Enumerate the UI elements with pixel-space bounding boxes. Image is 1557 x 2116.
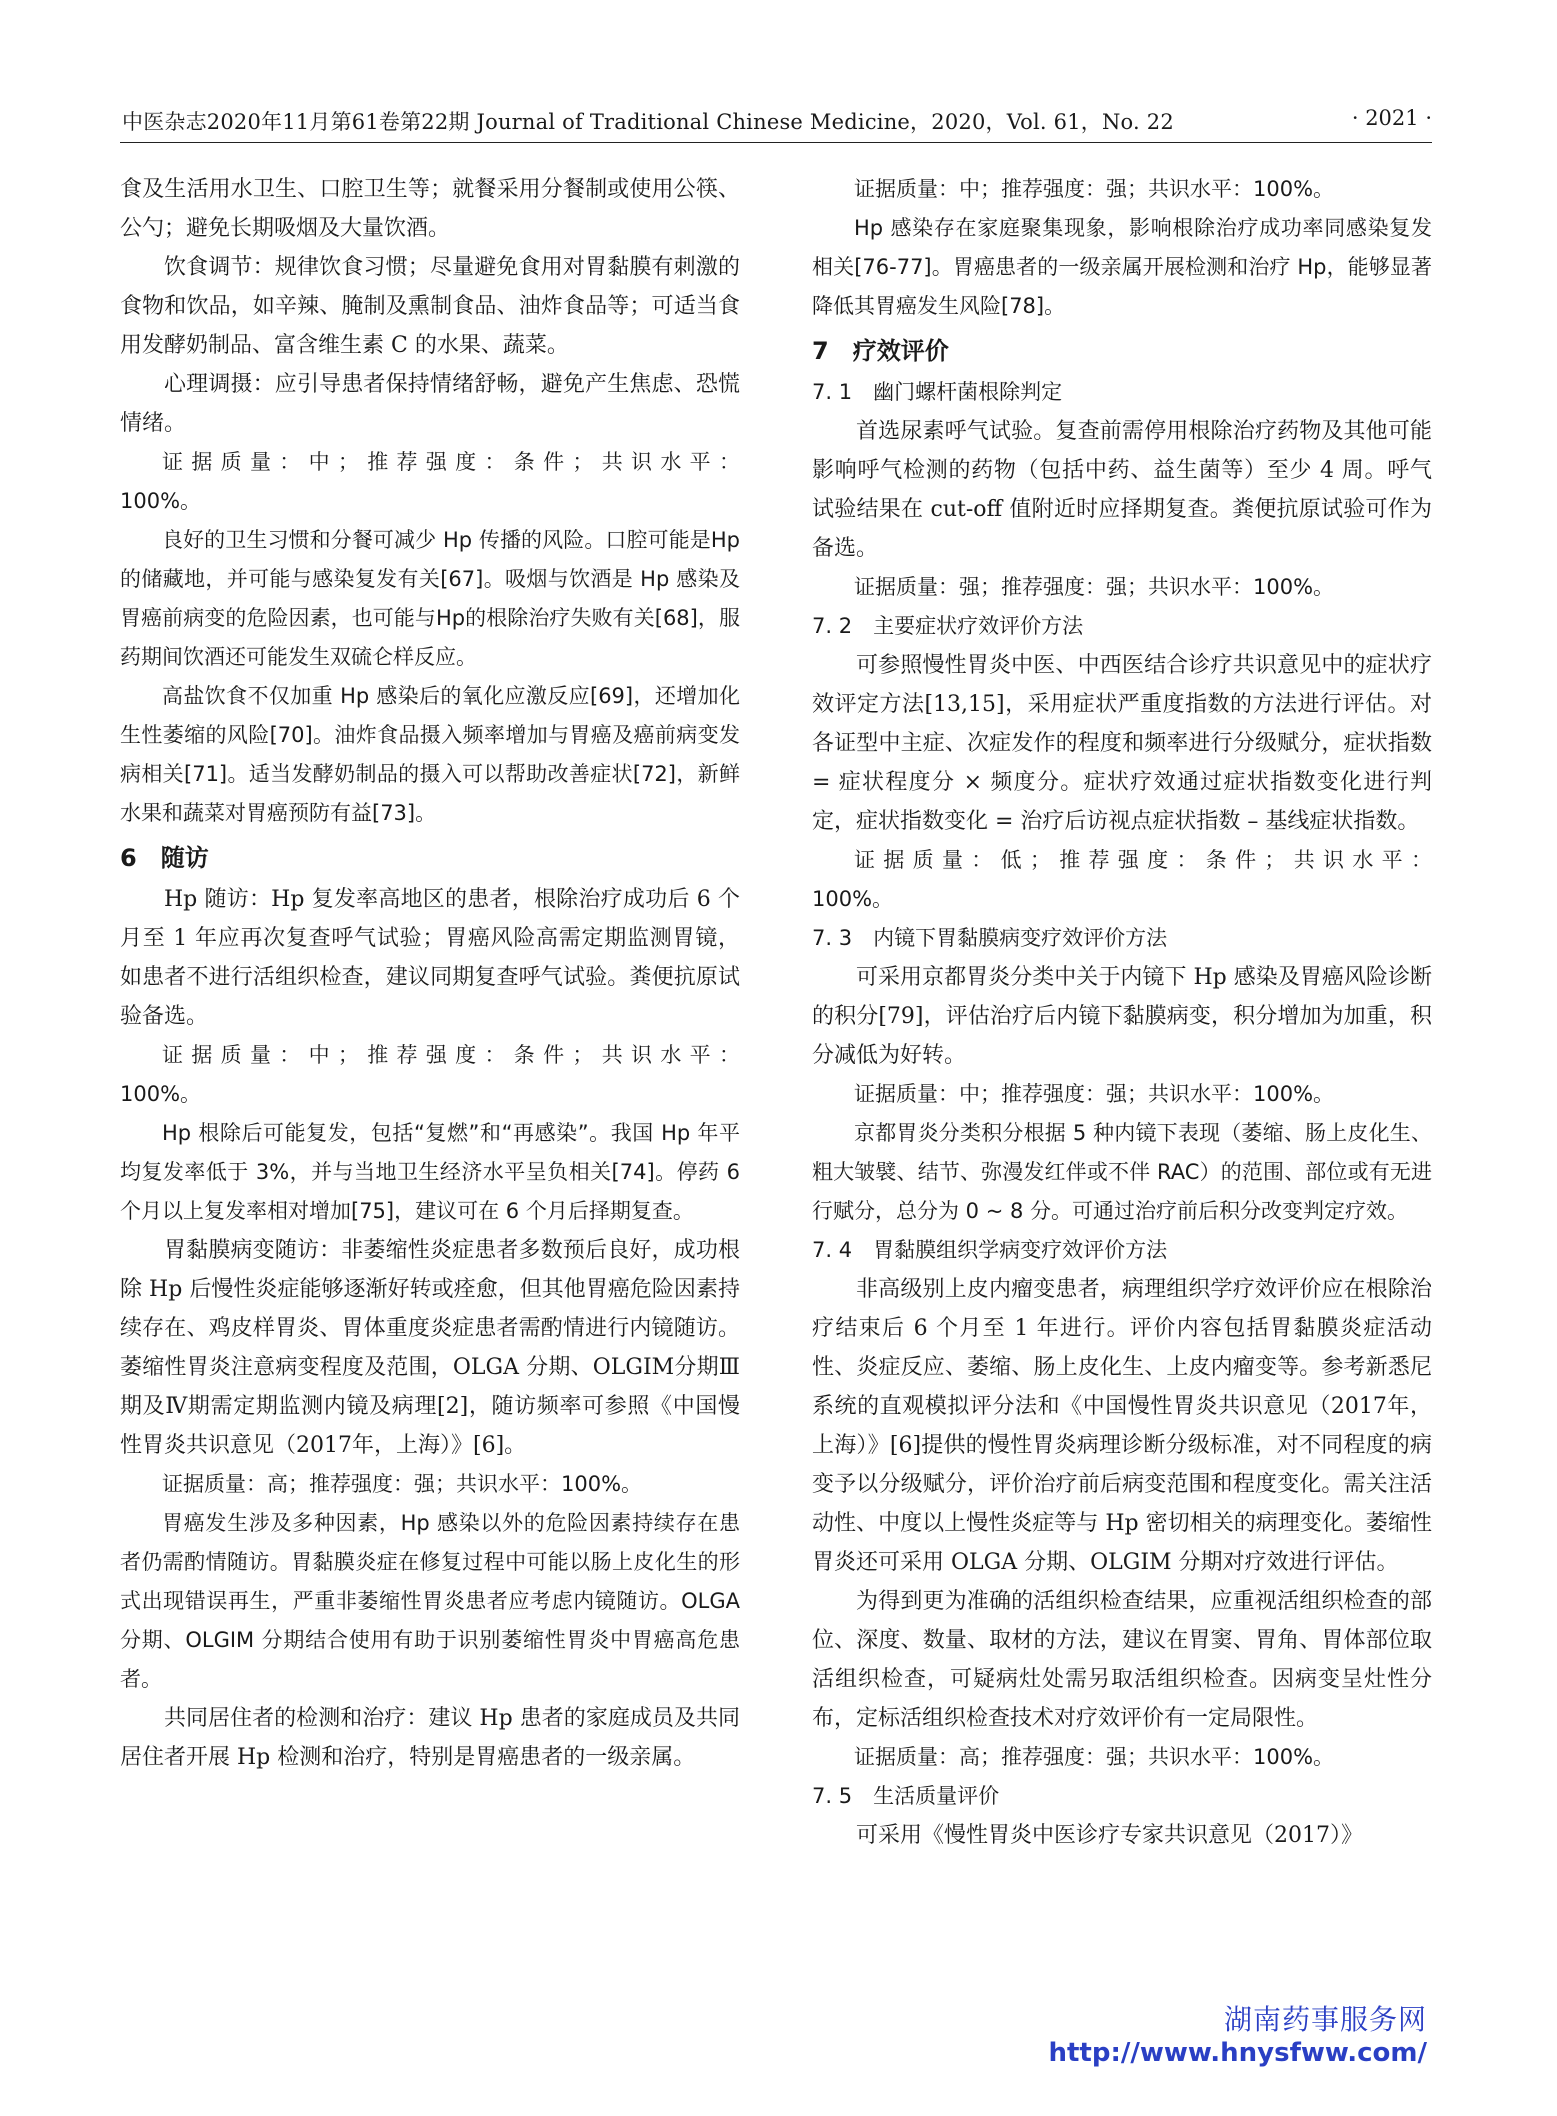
right-column	[812, 170, 1432, 1855]
paragraph: 可采用《慢性胃炎中医诊疗专家共识意见（2017）》	[856, 1823, 1363, 1848]
evidence-statement: 证据质量：低；推荐强度：条件；共识水平：	[854, 848, 1432, 872]
paragraph: 胃黏膜病变随访：非萎缩性炎症患者多数预后良好，成功根除 Hp 后慢性炎症能够逐渐好转或痊愈，但其他胃癌危险因素持续存在、鸡皮样胃炎、胃体重度炎症患者需酌情进行内镜随访。萎缩性胃炎注意病变程度及范围，OLGA 分期、OLGIM分期Ⅲ期及Ⅳ期需定期监测内镜及病理[2]，随访频率可参照《中国慢性胃炎共识意见（2017年，上海）》[6]。	[120, 1238, 740, 1458]
left-column	[120, 170, 740, 1777]
paragraph: 胃癌发生涉及多种因素，Hp 感染以外的危险因素持续存在患者仍需酌情随访。胃黏膜炎症在修复过程中可能以肠上皮化生的形式出现错误再生，严重非萎缩性胃炎患者应考虑内镜随访。OLGA分期、OLGIM 分期结合使用有助于识别萎缩性胃炎中胃癌高危患者。	[120, 1511, 740, 1691]
evidence-statement-tail: 100%。	[812, 887, 894, 911]
page-number: · 2021 ·	[1351, 106, 1432, 130]
site-watermark	[1048, 1998, 1427, 2068]
evidence-statement: 证据质量：中；推荐强度：强；共识水平：100%。	[854, 177, 1335, 201]
evidence-statement: 证据质量：中；推荐强度：强；共识水平：100%。	[854, 1082, 1335, 1106]
paragraph: 非高级别上皮内瘤变患者，病理组织学疗效评价应在根除治疗结束后 6 个月至 1 年进行。评价内容包括胃黏膜炎症活动性、炎症反应、萎缩、肠上皮化生、上皮内瘤变等。参考新悉尼系统的直观模拟评分法和《中国慢性胃炎共识意见（2017年，上海）》[6]提供的慢性胃炎病理诊断分级标准，对不同程度的病变予以分级赋分，评价治疗前后病变范围和程度变化。需关注活动性、中度以上慢性炎症等与 Hp 密切相关的病理变化。萎缩性胃炎还可采用 OLGA 分期、OLGIM 分期对疗效进行评估。	[812, 1277, 1432, 1575]
evidence-statement: 证据质量：强；推荐强度：强；共识水平：100%。	[854, 575, 1335, 599]
section-heading: 7 疗效评价	[812, 337, 949, 365]
watermark-url-link[interactable]: http://www.hnysfww.com/	[1048, 2038, 1427, 2068]
paragraph: Hp 随访：Hp 复发率高地区的患者，根除治疗成功后 6 个月至 1 年应再次复查呼气试验；胃癌风险高需定期监测胃镜，如患者不进行活组织检查，建议同期复查呼气试验。粪便抗原试验备选。	[120, 887, 740, 1029]
paragraph: 高盐饮食不仅加重 Hp 感染后的氧化应激反应[69]，还增加化生性萎缩的风险[70]。油炸食品摄入频率增加与胃癌及癌前病变发病相关[71]。适当发酵奶制品的摄入可以帮助改善症状[72]，新鲜水果和蔬菜对胃癌预防有益[73]。	[120, 684, 740, 825]
paragraph: 可采用京都胃炎分类中关于内镜下 Hp 感染及胃癌风险诊断的积分[79]，评估治疗后内镜下黏膜病变，积分增加为加重，积分减低为好转。	[812, 965, 1432, 1068]
paragraph: 良好的卫生习惯和分餐可减少 Hp 传播的风险。口腔可能是Hp的储藏地，并可能与感染复发有关[67]。吸烟与饮酒是 Hp 感染及胃癌前病变的危险因素，也可能与Hp的根除治疗失败有关[68]，服药期间饮酒还可能发生双硫仑样反应。	[120, 528, 740, 669]
paragraph: 为得到更为准确的活组织检查结果，应重视活组织检查的部位、深度、数量、取材的方法，建议在胃窦、胃角、胃体部位取活组织检查，可疑病灶处需另取活组织检查。因病变呈灶性分布，定标活组织检查技术对疗效评价有一定局限性。	[812, 1589, 1432, 1731]
paragraph: 饮食调节：规律饮食习惯；尽量避免食用对胃黏膜有刺激的食物和饮品，如辛辣、腌制及熏制食品、油炸食品等；可适当食用发酵奶制品、富含维生素 C 的水果、蔬菜。	[120, 255, 740, 358]
evidence-statement: 证据质量：中；推荐强度：条件；共识水平：	[162, 450, 740, 474]
paragraph: 京都胃炎分类积分根据 5 种内镜下表现（萎缩、肠上皮化生、粗大皱襞、结节、弥漫发红伴或不伴 RAC）的范围、部位或有无进行赋分，总分为 0 ~ 8 分。可通过治疗前后积分改变判定疗效。	[812, 1121, 1432, 1223]
header-divider	[120, 142, 1432, 143]
paragraph: Hp 感染存在家庭聚集现象，影响根除治疗成功率同感染复发相关[76-77]。胃癌患者的一级亲属开展检测和治疗 Hp，能够显著降低其胃癌发生风险[78]。	[812, 216, 1432, 318]
evidence-statement: 证据质量：高；推荐强度：强；共识水平：100%。	[854, 1745, 1335, 1769]
evidence-statement: 证据质量：高；推荐强度：强；共识水平：100%。	[162, 1472, 643, 1496]
subsection-heading: 7. 4 胃黏膜组织学病变疗效评价方法	[812, 1238, 1168, 1262]
evidence-statement-tail: 100%。	[120, 1082, 202, 1106]
evidence-statement: 证据质量：中；推荐强度：条件；共识水平：	[162, 1043, 740, 1067]
subsection-heading: 7. 1 幽门螺杆菌根除判定	[812, 380, 1063, 404]
subsection-heading: 7. 5 生活质量评价	[812, 1784, 1000, 1808]
journal-citation: 中医杂志2020年11月第61卷第22期 Journal of Traditional Chinese Medicine，2020，Vol. 61，No. 22	[122, 110, 1174, 134]
paragraph: 食及生活用水卫生、口腔卫生等；就餐采用分餐制或使用公筷、公勺；避免长期吸烟及大量饮酒。	[120, 177, 740, 241]
paragraph: 首选尿素呼气试验。复查前需停用根除治疗药物及其他可能影响呼气检测的药物（包括中药、益生菌等）至少 4 周。呼气试验结果在 cut-off 值附近时应择期复查。粪便抗原试验可作为备选。	[812, 419, 1432, 561]
paragraph: 心理调摄：应引导患者保持情绪舒畅，避免产生焦虑、恐慌情绪。	[120, 372, 740, 436]
running-header	[120, 100, 1432, 140]
subsection-heading: 7. 3 内镜下胃黏膜病变疗效评价方法	[812, 926, 1168, 950]
paragraph: Hp 根除后可能复发，包括“复燃”和“再感染”。我国 Hp 年平均复发率低于 3%，并与当地卫生经济水平呈负相关[74]。停药 6 个月以上复发率相对增加[75]，建议可在 6 个月后择期复查。	[120, 1121, 740, 1223]
paragraph: 共同居住者的检测和治疗：建议 Hp 患者的家庭成员及共同居住者开展 Hp 检测和治疗，特别是胃癌患者的一级亲属。	[120, 1706, 740, 1770]
section-heading: 6 随访	[120, 844, 209, 872]
watermark-site-name: 湖南药事服务网	[1223, 2003, 1427, 2036]
paragraph: 可参照慢性胃炎中医、中西医结合诊疗共识意见中的症状疗效评定方法[13,15]，采用症状严重度指数的方法进行评估。对各证型中主症、次症发作的程度和频率进行分级赋分，症状指数 = 症状程度分 × 频度分。症状疗效通过症状指数变化进行判定，症状指数变化 = 治疗后访视点症状指数 – 基线症状指数。	[812, 653, 1432, 834]
evidence-statement-tail: 100%。	[120, 489, 202, 513]
subsection-heading: 7. 2 主要症状疗效评价方法	[812, 614, 1084, 638]
